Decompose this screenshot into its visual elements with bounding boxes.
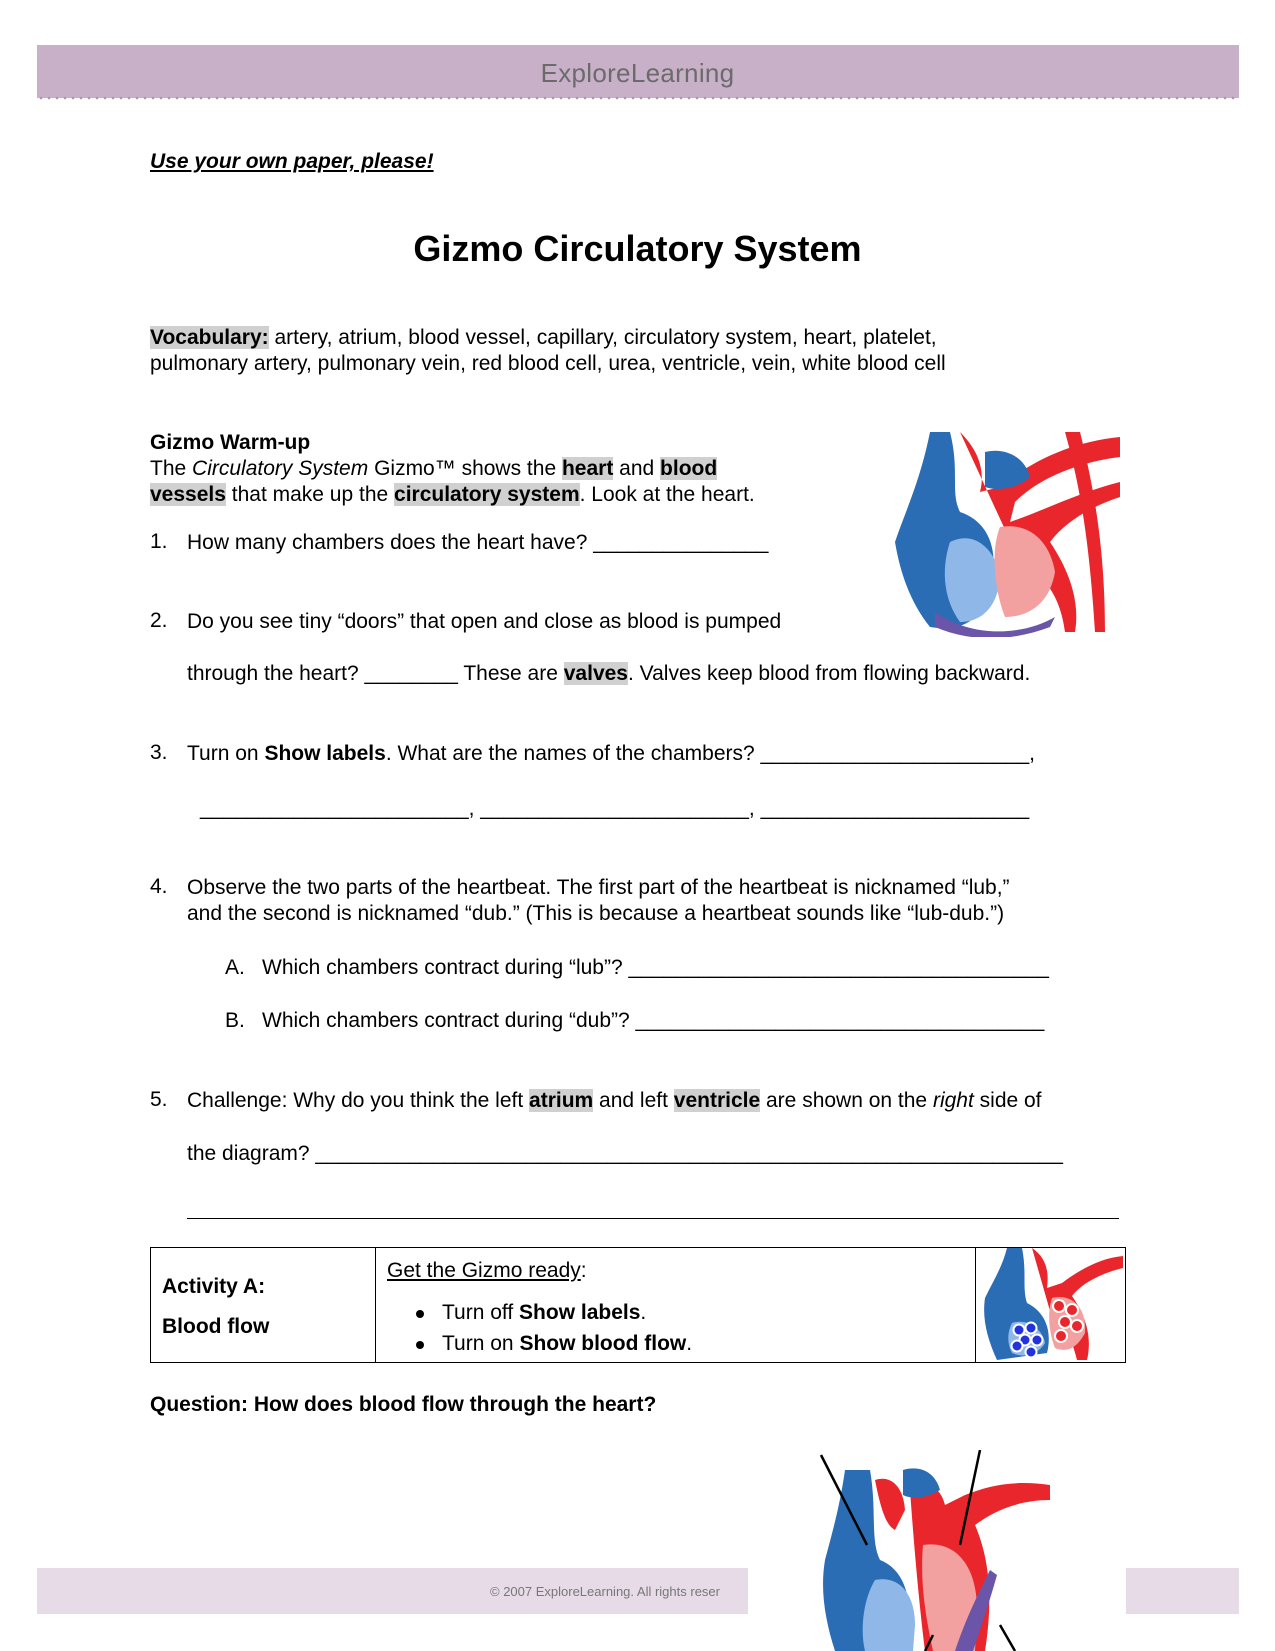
q4a-text: Which chambers contract during “lub”? ____________________________________ [262,956,1049,979]
footer-copyright: © 2007 ExploreLearning. All rights reser [490,1584,720,1599]
q3-number: 3. [150,741,168,764]
q1-text: How many chambers does the heart have? _______________ [187,531,769,554]
activity-divider-2 [975,1247,976,1363]
q5-answer-line [187,1218,1119,1219]
q2-line-2: through the heart? ________ These are valves. Valves keep blood from flowing backward. [187,662,1031,685]
heart-diagram-image [890,432,1125,637]
q4b-text: Which chambers contract during “dub”? ___________________________________ [262,1009,1045,1032]
footer-band-right [1126,1568,1239,1614]
explorelearning-logo: ExploreLearning [540,58,735,88]
q2-number: 2. [150,609,168,632]
warmup-heading: Gizmo Warm-up [150,431,311,454]
warmup-paragraph-line-2: vessels that make up the circulatory system. Look at the heart. [150,483,755,506]
activity-subtitle: Blood flow [162,1315,270,1338]
q3-answer-lines: _______________________, _______________________, _______________________ [200,797,1030,820]
q4b-number: B. [225,1009,245,1032]
bullet-show-blood-flow: Turn on Show blood flow. [442,1332,693,1355]
q4-line-1: Observe the two parts of the heartbeat. The first part of the heartbeat is nicknamed “lub,” [187,876,1010,899]
q4-number: 4. [150,875,168,898]
bullet-show-labels: Turn off Show labels. [442,1301,647,1324]
q5-line-2: the diagram? ________________________________________________________________ [187,1142,1063,1165]
activity-divider-1 [375,1247,376,1363]
paper-note: Use your own paper, please! [150,150,434,173]
q5-number: 5. [150,1088,168,1111]
labeled-heart-diagram-image [815,1450,1055,1651]
blood-flow-question: Question: How does blood flow through the heart? [150,1393,657,1416]
q1-number: 1. [150,530,168,553]
vocabulary-label: Vocabulary: [150,326,269,349]
vocabulary-line-2: pulmonary artery, pulmonary vein, red blood cell, urea, ventricle, vein, white blood cell [150,352,946,375]
q2-line-1: Do you see tiny “doors” that open and close as blood is pumped [187,610,782,633]
bullet-icon [416,1310,424,1318]
q4a-number: A. [225,956,245,979]
q4-line-2: and the second is nicknamed “dub.” (This is because a heartbeat sounds like “lub-dub.”) [187,902,1005,925]
activity-label: Activity A: [162,1275,266,1298]
q3-line-1: Turn on Show labels. What are the names of the chambers? _______________________, [187,742,1035,765]
header-dotted-border [37,96,1239,100]
page-title: Gizmo Circulatory System [413,228,862,269]
warmup-paragraph-line-1: The Circulatory System Gizmo™ shows the heart and blood [150,457,718,480]
bullet-icon [416,1341,424,1349]
q5-line-1: Challenge: Why do you think the left atrium and left ventricle are shown on the right side of [187,1089,1042,1112]
vocabulary-line-1: Vocabulary: artery, atrium, blood vessel, capillary, circulatory system, heart, platelet, [150,326,937,349]
gizmo-ready-heading: Get the Gizmo ready: [387,1259,587,1282]
blood-flow-heart-image [977,1248,1125,1362]
